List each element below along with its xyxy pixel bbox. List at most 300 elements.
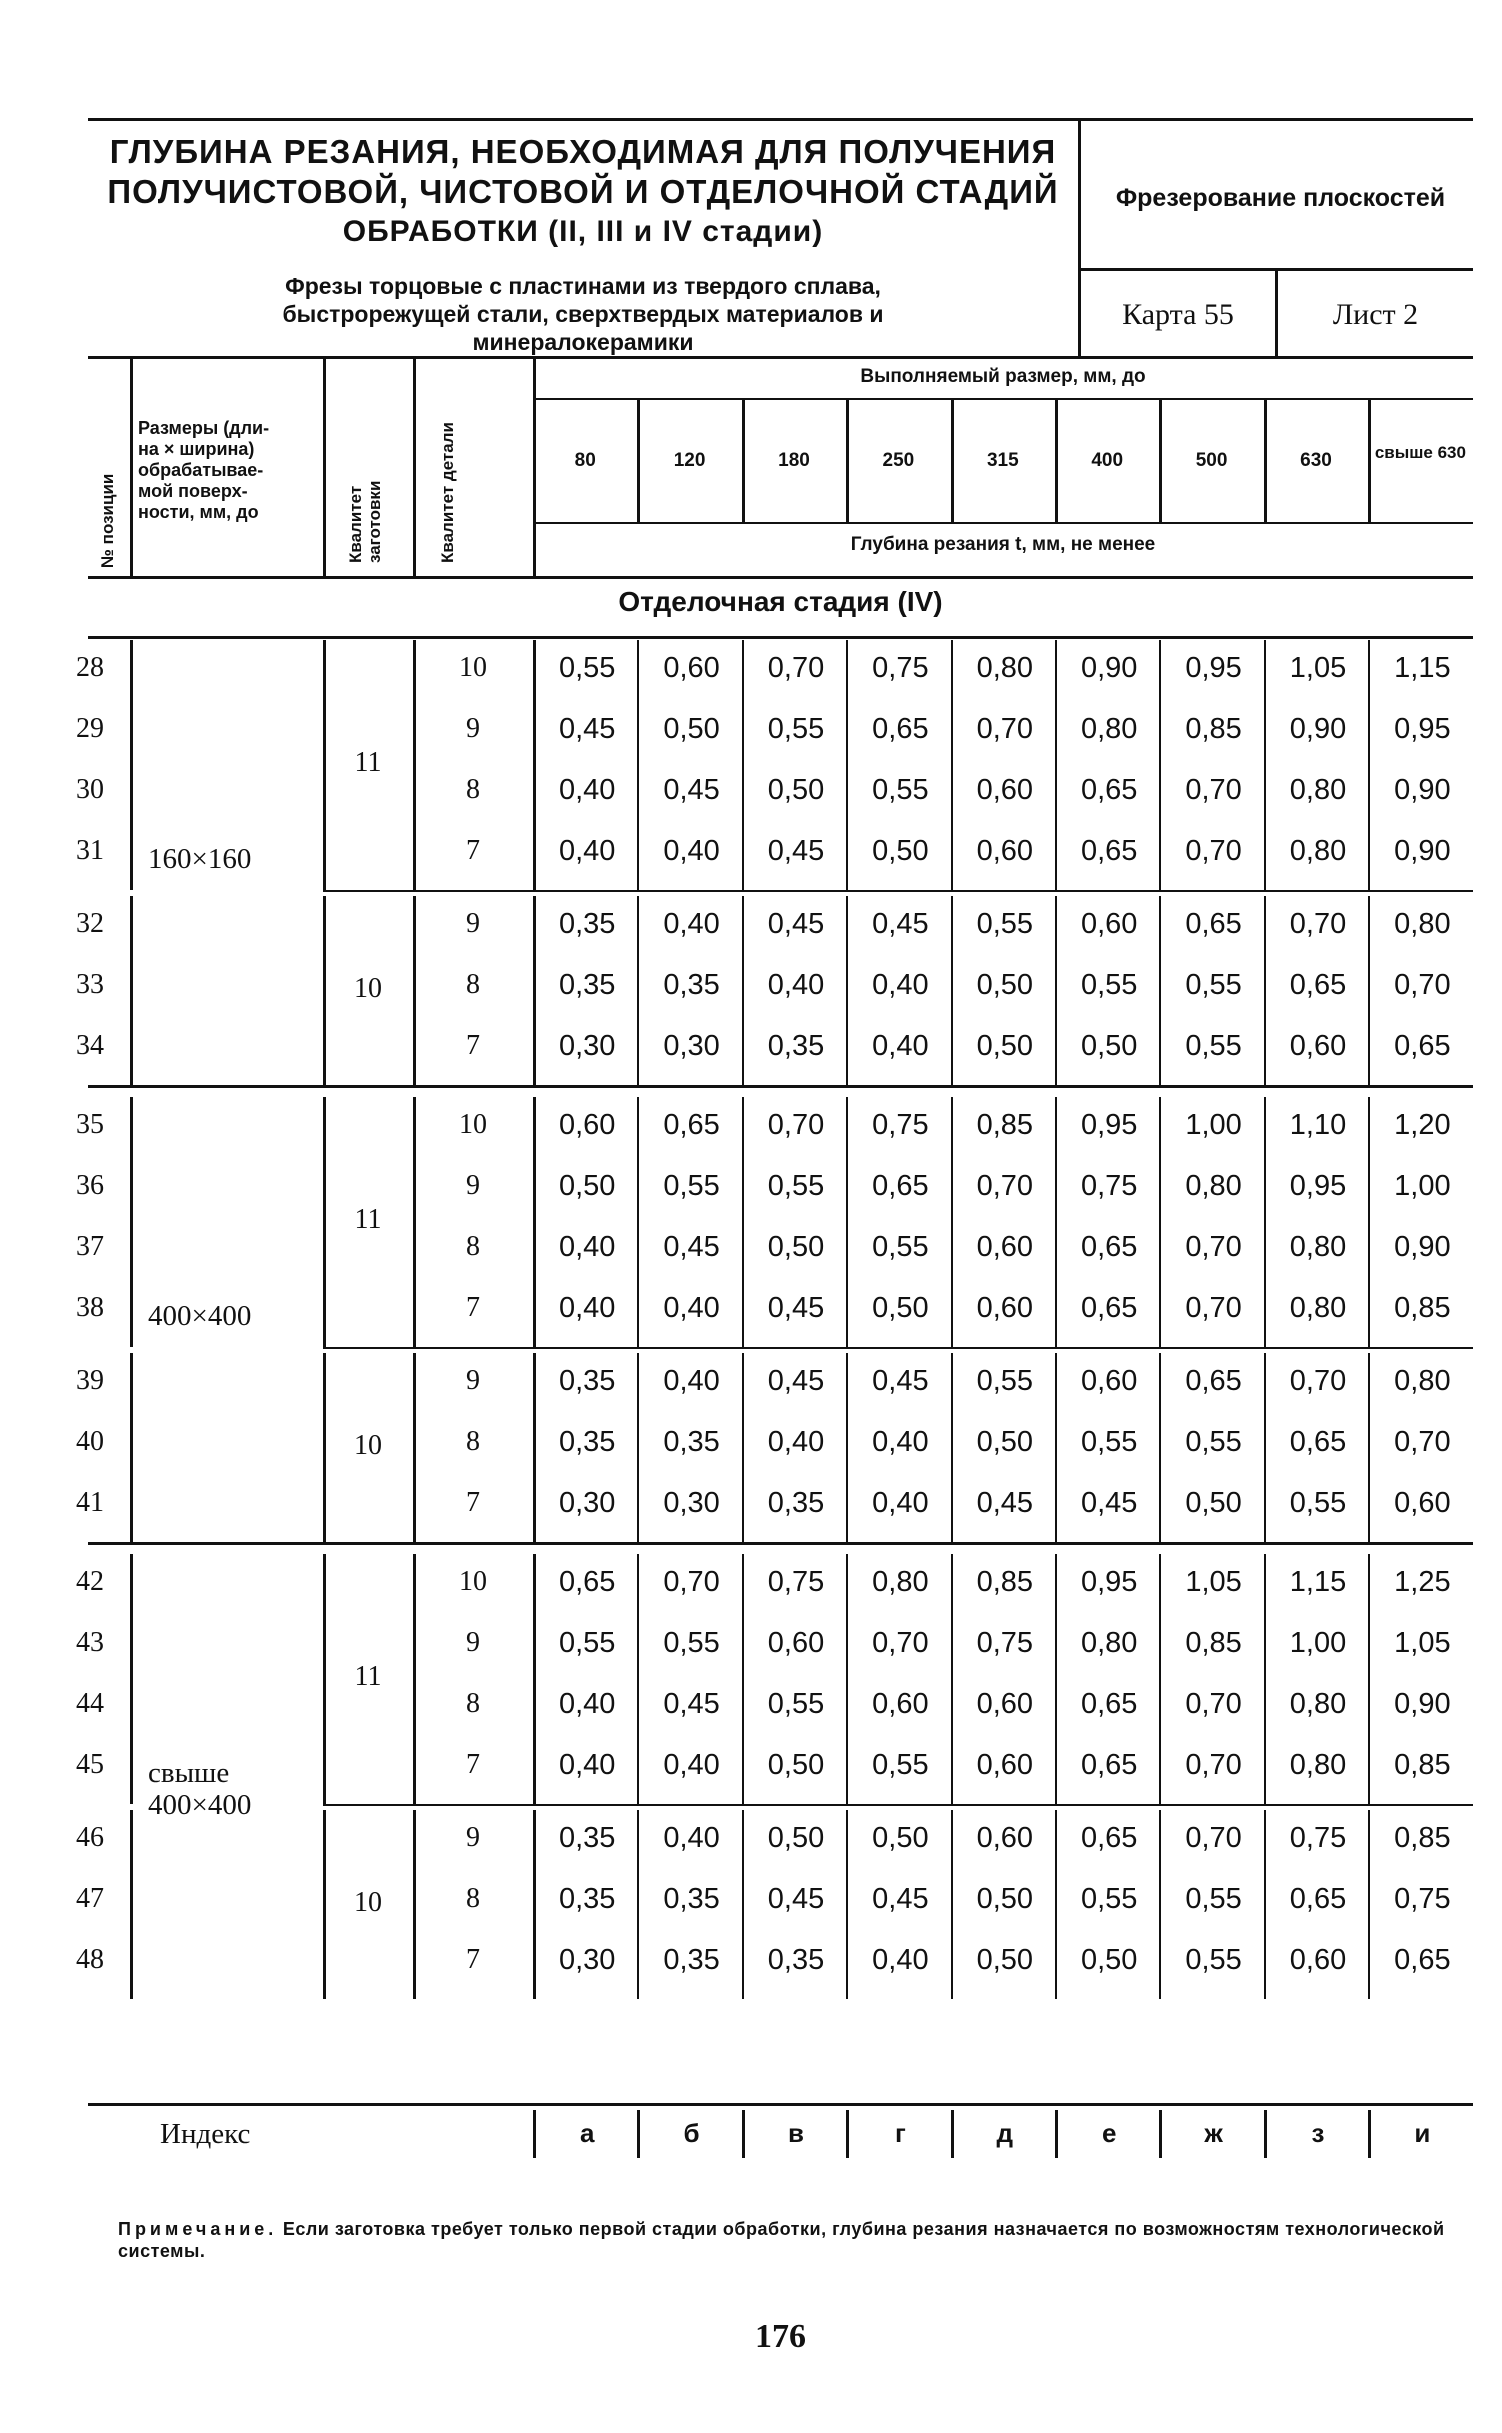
depth-value: 0,45 bbox=[663, 1231, 720, 1263]
title-line-2: ПОЛУЧИСТОВОЙ, ЧИСТОВОЙ И ОТДЕЛОЧНОЙ СТАДИЙ bbox=[107, 173, 1059, 210]
blank-grade: 11 bbox=[354, 1204, 382, 1235]
depth-value: 0,40 bbox=[872, 1487, 929, 1519]
top-rule bbox=[88, 118, 1473, 121]
depth-value: 0,35 bbox=[663, 1426, 720, 1458]
depth-value: 0,50 bbox=[872, 1292, 929, 1324]
index-value: ж bbox=[1204, 2118, 1223, 2148]
value-col-divider bbox=[1368, 1353, 1370, 1542]
value-col-divider bbox=[1055, 1097, 1057, 1347]
footnote bbox=[118, 2218, 1468, 2262]
depth-value: 0,45 bbox=[1080, 1487, 1138, 1519]
value-col-divider bbox=[1368, 640, 1370, 890]
value-col-divider bbox=[1368, 896, 1370, 1085]
position-number: 43 bbox=[76, 1627, 104, 1658]
depth-value: 0,30 bbox=[558, 1030, 616, 1062]
header-bottom-rule bbox=[88, 356, 1473, 359]
depth-value: 0,55 bbox=[1289, 1487, 1347, 1519]
depth-value: 0,65 bbox=[1080, 1292, 1138, 1324]
depth-value: 0,60 bbox=[1289, 1030, 1347, 1062]
part-grade: 10 bbox=[459, 1109, 487, 1140]
row-divider-vertical bbox=[533, 896, 536, 1085]
depth-value: 0,35 bbox=[767, 1030, 825, 1062]
value-col-divider bbox=[951, 1353, 953, 1542]
depth-value: 0,60 bbox=[1289, 1944, 1347, 1976]
position-number: 32 bbox=[76, 908, 104, 939]
depth-value: 0,90 bbox=[1394, 774, 1451, 806]
index-value: а bbox=[579, 2118, 595, 2148]
row-divider-vertical bbox=[533, 1097, 536, 1347]
depth-value: 0,40 bbox=[872, 1944, 929, 1976]
value-col-divider bbox=[1264, 1353, 1266, 1542]
depth-value: 0,70 bbox=[976, 1170, 1034, 1202]
part-grade: 10 bbox=[459, 652, 487, 683]
depth-value: 0,60 bbox=[1394, 1487, 1451, 1519]
card-number: Карта 55 bbox=[1122, 298, 1234, 331]
row-divider-vertical bbox=[323, 1554, 326, 1804]
depth-value: 0,85 bbox=[1394, 1292, 1451, 1324]
depth-value: 0,85 bbox=[976, 1109, 1034, 1141]
depth-value: 0,45 bbox=[767, 1365, 825, 1397]
stage-heading: Отделочная стадия (IV) bbox=[618, 586, 943, 617]
index-value: б bbox=[683, 2118, 700, 2148]
group-rule bbox=[88, 1085, 1473, 1088]
value-col-divider bbox=[742, 640, 744, 890]
depth-value: 0,50 bbox=[1080, 1030, 1138, 1062]
depth-value: 0,80 bbox=[1289, 1231, 1347, 1263]
depth-value: 0,60 bbox=[976, 1749, 1034, 1781]
depth-value: 0,40 bbox=[663, 1822, 720, 1854]
dimensions-column-header: Размеры (дли- на × ширина) обрабатывае- мой поверх- ности, мм, до bbox=[138, 418, 270, 522]
depth-value: 0,75 bbox=[1289, 1822, 1347, 1854]
part-grade: 9 bbox=[466, 713, 480, 744]
part-grade: 10 bbox=[459, 1566, 487, 1597]
depth-value: 0,70 bbox=[976, 713, 1034, 745]
depth-value: 0,80 bbox=[1289, 774, 1347, 806]
position-number: 47 bbox=[76, 1883, 104, 1914]
position-number: 38 bbox=[76, 1292, 104, 1323]
depth-value: 0,95 bbox=[1289, 1170, 1347, 1202]
depth-value: 0,45 bbox=[976, 1487, 1034, 1519]
position-number: 34 bbox=[76, 1030, 104, 1061]
depth-value: 0,40 bbox=[558, 1688, 616, 1720]
value-col-divider bbox=[951, 640, 953, 890]
depth-value: 0,80 bbox=[1080, 1627, 1138, 1659]
value-col-divider bbox=[1055, 1353, 1057, 1542]
depth-value: 0,40 bbox=[663, 1365, 720, 1397]
value-col-divider bbox=[1264, 1810, 1266, 1999]
value-col-divider bbox=[1055, 1554, 1057, 1804]
value-col-divider bbox=[637, 1097, 639, 1347]
index-value: е bbox=[1101, 2118, 1117, 2148]
depth-value: 0,70 bbox=[767, 652, 825, 684]
value-col-divider bbox=[1159, 1810, 1161, 1999]
depth-value: 0,95 bbox=[1185, 652, 1242, 684]
depth-value: 0,60 bbox=[663, 652, 720, 684]
depth-value: 0,90 bbox=[1394, 835, 1451, 867]
colhead-v2 bbox=[323, 356, 326, 576]
depth-value: 0,60 bbox=[976, 835, 1034, 867]
depth-value: 1,00 bbox=[1185, 1109, 1242, 1141]
depth-value: 0,55 bbox=[663, 1627, 720, 1659]
part-grade: 7 bbox=[466, 1292, 480, 1323]
depth-value: 0,50 bbox=[767, 1749, 825, 1781]
value-col-divider bbox=[742, 1554, 744, 1804]
depth-value: 0,90 bbox=[1394, 1688, 1451, 1720]
depth-value: 0,50 bbox=[1080, 1944, 1138, 1976]
depth-value: 0,65 bbox=[1080, 835, 1138, 867]
position-number: 30 bbox=[76, 774, 104, 805]
position-number: 46 bbox=[76, 1822, 104, 1853]
depth-value: 0,70 bbox=[1185, 1688, 1242, 1720]
depth-value: 0,80 bbox=[872, 1566, 929, 1598]
depth-value: 0,50 bbox=[767, 1822, 825, 1854]
depth-value: 0,55 bbox=[1080, 1883, 1138, 1915]
blank-grade: 11 bbox=[354, 1661, 382, 1692]
depth-value: 0,80 bbox=[1394, 908, 1451, 940]
depth-value: 0,40 bbox=[767, 969, 825, 1001]
depth-value: 1,05 bbox=[1289, 652, 1347, 684]
depth-value: 0,60 bbox=[872, 1688, 929, 1720]
depth-value: 0,65 bbox=[1289, 1883, 1347, 1915]
depth-value: 0,70 bbox=[663, 1566, 720, 1598]
depth-value: 0,45 bbox=[767, 835, 825, 867]
value-col-divider bbox=[742, 1810, 744, 1999]
row-divider-vertical bbox=[413, 1097, 416, 1347]
position-number: 41 bbox=[76, 1487, 104, 1518]
depth-value: 0,45 bbox=[872, 1883, 929, 1915]
depth-value: 0,35 bbox=[558, 1822, 616, 1854]
depth-value: 1,00 bbox=[1394, 1170, 1451, 1202]
position-number: 33 bbox=[76, 969, 104, 1000]
title-line-1: ГЛУБИНА РЕЗАНИЯ, НЕОБХОДИМАЯ ДЛЯ ПОЛУЧЕНИЯ bbox=[109, 133, 1057, 170]
position-number: 48 bbox=[76, 1944, 104, 1975]
depth-value: 0,75 bbox=[976, 1627, 1034, 1659]
depth-value: 0,55 bbox=[558, 652, 616, 684]
position-number: 40 bbox=[76, 1426, 104, 1457]
sheet-number: Лист 2 bbox=[1332, 298, 1419, 331]
size-header: 315 bbox=[986, 450, 1019, 471]
depth-value: 0,40 bbox=[872, 1030, 929, 1062]
depth-value: 0,80 bbox=[1289, 835, 1347, 867]
position-number: 35 bbox=[76, 1109, 104, 1140]
page-number: 176 bbox=[755, 2318, 806, 2355]
depth-value: 0,55 bbox=[1185, 1944, 1242, 1976]
value-col-divider bbox=[1264, 896, 1266, 1085]
blank-grade-column-header: Квалитет заготовки bbox=[346, 480, 384, 563]
depth-value: 0,50 bbox=[976, 1030, 1034, 1062]
depth-value: 0,80 bbox=[1185, 1170, 1242, 1202]
depth-value: 0,70 bbox=[767, 1109, 825, 1141]
index-label: Индекс bbox=[160, 2118, 251, 2150]
depth-value: 0,40 bbox=[663, 835, 720, 867]
depth-value: 0,30 bbox=[663, 1030, 720, 1062]
size-header: 500 bbox=[1195, 450, 1228, 471]
part-grade: 9 bbox=[466, 1822, 480, 1853]
depth-value: 0,75 bbox=[872, 652, 929, 684]
depth-value: 0,70 bbox=[1185, 774, 1242, 806]
depth-value: 0,35 bbox=[663, 969, 720, 1001]
depth-value: 0,40 bbox=[558, 774, 616, 806]
depth-value: 0,55 bbox=[872, 1231, 929, 1263]
depth-value: 0,85 bbox=[1185, 713, 1242, 745]
depth-value: 0,40 bbox=[558, 1749, 616, 1781]
depth-value: 0,95 bbox=[1080, 1109, 1138, 1141]
part-grade: 8 bbox=[466, 969, 480, 1000]
depth-value: 0,55 bbox=[1185, 969, 1242, 1001]
depth-value: 0,50 bbox=[872, 1822, 929, 1854]
row-divider-vertical bbox=[130, 1810, 133, 1999]
depth-value: 0,70 bbox=[872, 1627, 929, 1659]
row-divider-vertical bbox=[130, 896, 133, 1085]
depth-value: 0,50 bbox=[767, 1231, 825, 1263]
depth-value: 0,50 bbox=[976, 1426, 1034, 1458]
depth-value: 0,95 bbox=[1394, 713, 1451, 745]
row-divider-vertical bbox=[323, 896, 326, 1085]
group-rule bbox=[88, 1542, 1473, 1545]
depth-value: 0,50 bbox=[872, 835, 929, 867]
value-col-divider bbox=[1159, 1097, 1161, 1347]
part-grade: 7 bbox=[466, 1487, 480, 1518]
depth-value: 0,65 bbox=[1289, 969, 1347, 1001]
surface-size: 160×160 bbox=[148, 842, 252, 875]
depth-value: 0,55 bbox=[1080, 1426, 1138, 1458]
blank-grade: 11 bbox=[354, 747, 382, 778]
depth-value: 0,45 bbox=[663, 774, 720, 806]
depth-value: 1,25 bbox=[1394, 1566, 1451, 1598]
position-column-header: № позиции bbox=[98, 473, 117, 568]
depth-value: 0,65 bbox=[1185, 908, 1242, 940]
position-number: 31 bbox=[76, 835, 104, 866]
depth-value: 0,35 bbox=[558, 1883, 616, 1915]
value-col-divider bbox=[1055, 1810, 1057, 1999]
value-col-divider bbox=[637, 1810, 639, 1999]
position-number: 29 bbox=[76, 713, 104, 744]
depth-value: 0,65 bbox=[872, 713, 929, 745]
part-grade: 7 bbox=[466, 1030, 480, 1061]
depth-value: 0,50 bbox=[663, 713, 720, 745]
row-divider-vertical bbox=[413, 1353, 416, 1542]
depth-value: 0,70 bbox=[1185, 1749, 1242, 1781]
depth-value: 0,70 bbox=[1185, 1231, 1242, 1263]
depth-value: 0,40 bbox=[558, 1292, 616, 1324]
value-col-divider bbox=[1159, 1353, 1161, 1542]
block-rule bbox=[323, 890, 1473, 892]
surface-size: свыше 400×400 bbox=[148, 1756, 252, 1821]
depth-value: 0,80 bbox=[1289, 1749, 1347, 1781]
depth-value: 0,35 bbox=[767, 1487, 825, 1519]
depth-value: 0,50 bbox=[976, 1944, 1034, 1976]
depth-value: 0,45 bbox=[767, 1883, 825, 1915]
depth-value: 0,35 bbox=[558, 1365, 616, 1397]
value-col-divider bbox=[1159, 896, 1161, 1085]
depth-value: 1,05 bbox=[1185, 1566, 1242, 1598]
row-divider-vertical bbox=[533, 1353, 536, 1542]
depth-value: 0,65 bbox=[1080, 1688, 1138, 1720]
depth-value: 0,90 bbox=[1080, 652, 1138, 684]
row-divider-vertical bbox=[130, 640, 133, 890]
depth-value: 0,35 bbox=[767, 1944, 825, 1976]
depth-value: 0,60 bbox=[558, 1109, 616, 1141]
value-col-divider bbox=[742, 1097, 744, 1347]
depth-value: 0,60 bbox=[976, 1231, 1034, 1263]
footnote-text: Если заготовка требует только первой стадии обработки, глубина резания назначается по возможностям технологической системы. bbox=[118, 2219, 1445, 2261]
depth-value: 0,80 bbox=[1394, 1365, 1451, 1397]
depth-value: 0,50 bbox=[976, 1883, 1034, 1915]
row-divider-vertical bbox=[130, 1097, 133, 1347]
part-grade: 7 bbox=[466, 1749, 480, 1780]
depth-value: 0,35 bbox=[558, 908, 616, 940]
position-number: 28 bbox=[76, 652, 104, 683]
depth-caption: Глубина резания t, мм, не менее bbox=[850, 534, 1156, 555]
depth-value: 0,30 bbox=[558, 1487, 616, 1519]
subtitle-line-1: Фрезы торцовые с пластинами из твердого сплава, bbox=[285, 273, 881, 299]
depth-value: 0,90 bbox=[1289, 713, 1347, 745]
index-value: г bbox=[894, 2118, 906, 2148]
depth-value: 0,60 bbox=[976, 1688, 1034, 1720]
depth-value: 1,15 bbox=[1394, 652, 1451, 684]
part-grade: 8 bbox=[466, 1688, 480, 1719]
part-grade: 9 bbox=[466, 1627, 480, 1658]
depth-value: 0,65 bbox=[1080, 1822, 1138, 1854]
depth-value: 0,55 bbox=[1185, 1426, 1242, 1458]
row-divider-vertical bbox=[533, 1810, 536, 1999]
depth-value: 0,40 bbox=[663, 1292, 720, 1324]
subtitle-line-3: минералокерамики bbox=[472, 329, 694, 355]
depth-value: 0,50 bbox=[558, 1170, 616, 1202]
part-grade-column-header: Квалитет детали bbox=[438, 422, 457, 563]
surface-size: 400×400 bbox=[148, 1299, 252, 1332]
depth-value: 0,55 bbox=[558, 1627, 616, 1659]
value-col-divider bbox=[846, 1097, 848, 1347]
value-col-divider bbox=[637, 896, 639, 1085]
blank-grade: 10 bbox=[354, 1886, 382, 1918]
position-number: 39 bbox=[76, 1365, 104, 1396]
depth-value: 0,55 bbox=[872, 1749, 929, 1781]
part-grade: 8 bbox=[466, 1883, 480, 1914]
row-divider-vertical bbox=[323, 1097, 326, 1347]
depth-value: 0,55 bbox=[976, 908, 1034, 940]
depth-value: 0,70 bbox=[1394, 1426, 1451, 1458]
depth-value: 0,85 bbox=[1394, 1822, 1451, 1854]
position-number: 42 bbox=[76, 1566, 104, 1597]
depth-value: 0,80 bbox=[1289, 1292, 1347, 1324]
value-col-divider bbox=[951, 1097, 953, 1347]
index-value: з bbox=[1311, 2118, 1325, 2148]
index-top-rule bbox=[88, 2103, 1473, 2106]
value-col-divider bbox=[951, 1554, 953, 1804]
depth-value: 0,75 bbox=[1394, 1883, 1451, 1915]
depth-value: 0,60 bbox=[1080, 1365, 1138, 1397]
depth-value: 0,45 bbox=[872, 1365, 929, 1397]
depth-value: 1,10 bbox=[1289, 1109, 1347, 1141]
value-col-divider bbox=[1264, 1554, 1266, 1804]
depth-value: 1,20 bbox=[1394, 1109, 1451, 1141]
depth-value: 0,55 bbox=[1185, 1883, 1242, 1915]
depth-value: 0,55 bbox=[767, 1688, 825, 1720]
colhead-v3 bbox=[413, 356, 416, 576]
value-col-divider bbox=[846, 896, 848, 1085]
depth-value: 0,60 bbox=[976, 1292, 1034, 1324]
depth-value: 0,45 bbox=[558, 713, 616, 745]
size-caption: Выполняемый размер, мм, до bbox=[860, 366, 1146, 387]
stage-rule bbox=[88, 636, 1473, 639]
depth-value: 0,65 bbox=[663, 1109, 720, 1141]
depth-value: 0,65 bbox=[1394, 1944, 1451, 1976]
value-col-divider bbox=[1368, 1097, 1370, 1347]
value-col-divider bbox=[637, 1554, 639, 1804]
depth-value: 0,95 bbox=[1080, 1566, 1138, 1598]
subtitle-line-2: быстрорежущей стали, сверхтвердых материалов и bbox=[282, 301, 884, 327]
part-grade: 9 bbox=[466, 1365, 480, 1396]
depth-value: 0,70 bbox=[1185, 835, 1242, 867]
depth-value: 0,40 bbox=[872, 969, 929, 1001]
depth-value: 0,55 bbox=[767, 713, 825, 745]
depth-value: 0,70 bbox=[1185, 1822, 1242, 1854]
value-col-divider bbox=[1368, 1810, 1370, 1999]
position-number: 44 bbox=[76, 1688, 104, 1719]
part-grade: 9 bbox=[466, 1170, 480, 1201]
depth-value: 0,30 bbox=[558, 1944, 616, 1976]
operation-label: Фрезерование плоскостей bbox=[1115, 184, 1446, 212]
depth-value: 0,65 bbox=[1080, 774, 1138, 806]
value-col-divider bbox=[1159, 1554, 1161, 1804]
depth-value: 0,50 bbox=[1185, 1487, 1242, 1519]
size-caption-rule bbox=[533, 398, 1473, 400]
depth-value: 0,65 bbox=[558, 1566, 616, 1598]
index-value: д bbox=[996, 2118, 1014, 2148]
value-col-divider bbox=[1055, 896, 1057, 1085]
depth-value: 0,40 bbox=[872, 1426, 929, 1458]
depth-value: 0,35 bbox=[558, 1426, 616, 1458]
depth-value: 0,45 bbox=[767, 908, 825, 940]
row-divider-vertical bbox=[323, 1353, 326, 1542]
row-divider-vertical bbox=[323, 640, 326, 890]
size-header: 180 bbox=[778, 450, 810, 471]
position-number: 36 bbox=[76, 1170, 104, 1201]
depth-value: 0,65 bbox=[1289, 1426, 1347, 1458]
depth-value: 0,40 bbox=[767, 1426, 825, 1458]
value-col-divider bbox=[846, 640, 848, 890]
row-divider-vertical bbox=[323, 1810, 326, 1999]
value-col-divider bbox=[637, 640, 639, 890]
depth-value: 0,40 bbox=[663, 1749, 720, 1781]
depth-value: 0,75 bbox=[767, 1566, 825, 1598]
depth-value: 0,60 bbox=[976, 1822, 1034, 1854]
size-header: 630 bbox=[1300, 450, 1332, 471]
value-col-divider bbox=[1368, 1554, 1370, 1804]
header-divider bbox=[1078, 118, 1081, 356]
depth-value: 0,80 bbox=[1080, 713, 1138, 745]
depth-value: 0,55 bbox=[1185, 1030, 1242, 1062]
block-rule bbox=[323, 1804, 1473, 1806]
value-col-divider bbox=[1264, 640, 1266, 890]
depth-value: 0,75 bbox=[872, 1109, 929, 1141]
colhead-bottom-rule bbox=[88, 576, 1473, 579]
depth-value: 0,75 bbox=[1080, 1170, 1138, 1202]
depth-value: 0,30 bbox=[663, 1487, 720, 1519]
footnote-label: Примечание. bbox=[118, 2219, 278, 2239]
part-grade: 7 bbox=[466, 835, 480, 866]
part-grade: 8 bbox=[466, 774, 480, 805]
title-line-3: ОБРАБОТКИ (II, III и IV стадии) bbox=[342, 215, 824, 248]
row-divider-vertical bbox=[130, 1554, 133, 1804]
depth-value: 1,00 bbox=[1289, 1627, 1347, 1659]
blank-grade: 10 bbox=[354, 1429, 382, 1461]
index-value: в bbox=[788, 2118, 804, 2148]
row-divider-vertical bbox=[413, 640, 416, 890]
size-header: свыше 630 bbox=[1374, 443, 1466, 462]
row-divider-vertical bbox=[413, 1554, 416, 1804]
